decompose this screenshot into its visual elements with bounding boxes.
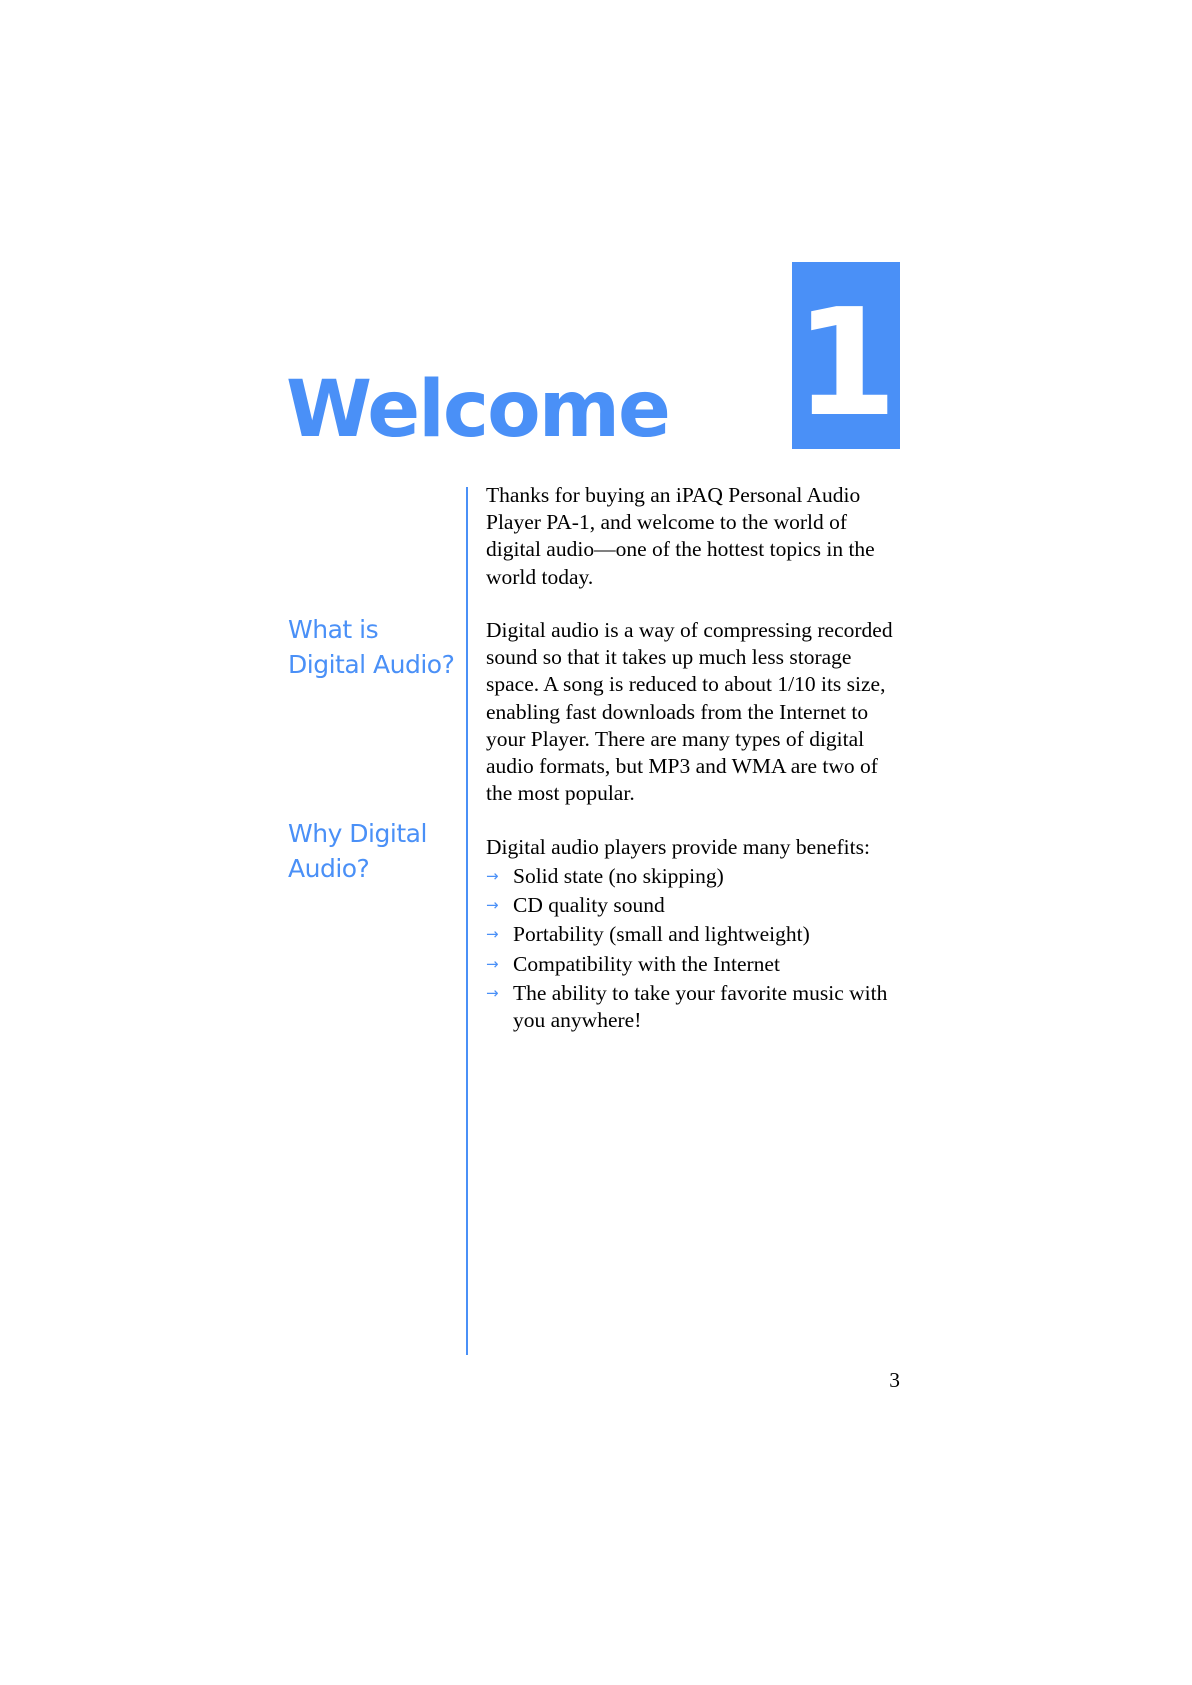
list-item — [486, 980, 906, 1034]
list-item — [486, 951, 906, 978]
section-heading-line: Audio? — [288, 854, 370, 883]
section-heading-line: Digital Audio? — [288, 650, 455, 679]
section-heading-why-digital-audio — [288, 816, 468, 886]
arrow-right-icon: → — [486, 983, 499, 1002]
section-paragraph-what-is-digital-audio: Digital audio is a way of compressing recorded sound so that it takes up much less storage space. A song is reduced to about 1/10 its size, enabling fast downloads from the Internet to your Player. There are many types of digital audio formats, but MP3 and WMA are two of the most popular. — [486, 618, 893, 806]
section-heading-line: What is — [288, 615, 379, 644]
section-heading-what-is-digital-audio — [288, 612, 468, 682]
section-paragraph-why-digital-audio: Digital audio players provide many benefits: — [486, 835, 870, 859]
list-item — [486, 921, 906, 948]
list-item — [486, 892, 906, 919]
page-number: 3 — [889, 1368, 900, 1392]
arrow-right-icon: → — [486, 954, 499, 973]
list-item — [486, 863, 906, 890]
chapter-title: Welcome — [286, 365, 669, 455]
list-item-text: Solid state (no skipping) — [513, 864, 724, 888]
chapter-number: 1 — [794, 277, 898, 449]
arrow-right-icon: → — [486, 867, 499, 885]
chapter-number-box — [792, 262, 900, 449]
list-item-text: The ability to take your favorite music with you anywhere! — [513, 980, 888, 1033]
intro-paragraph: Thanks for buying an iPAQ Personal Audio Player PA-1, and welcome to the world of digital audio—one of the hottest topics in the world today. — [486, 483, 875, 589]
list-item-text: CD quality sound — [513, 893, 665, 918]
section-heading-line: Why Digital — [288, 819, 427, 848]
arrow-right-icon: → — [486, 896, 499, 915]
list-item-text: Compatibility with the Internet — [513, 951, 780, 976]
benefits-list — [486, 863, 906, 1036]
list-item-text: Portability (small and lightweight) — [513, 922, 810, 947]
arrow-right-icon: → — [486, 925, 499, 944]
